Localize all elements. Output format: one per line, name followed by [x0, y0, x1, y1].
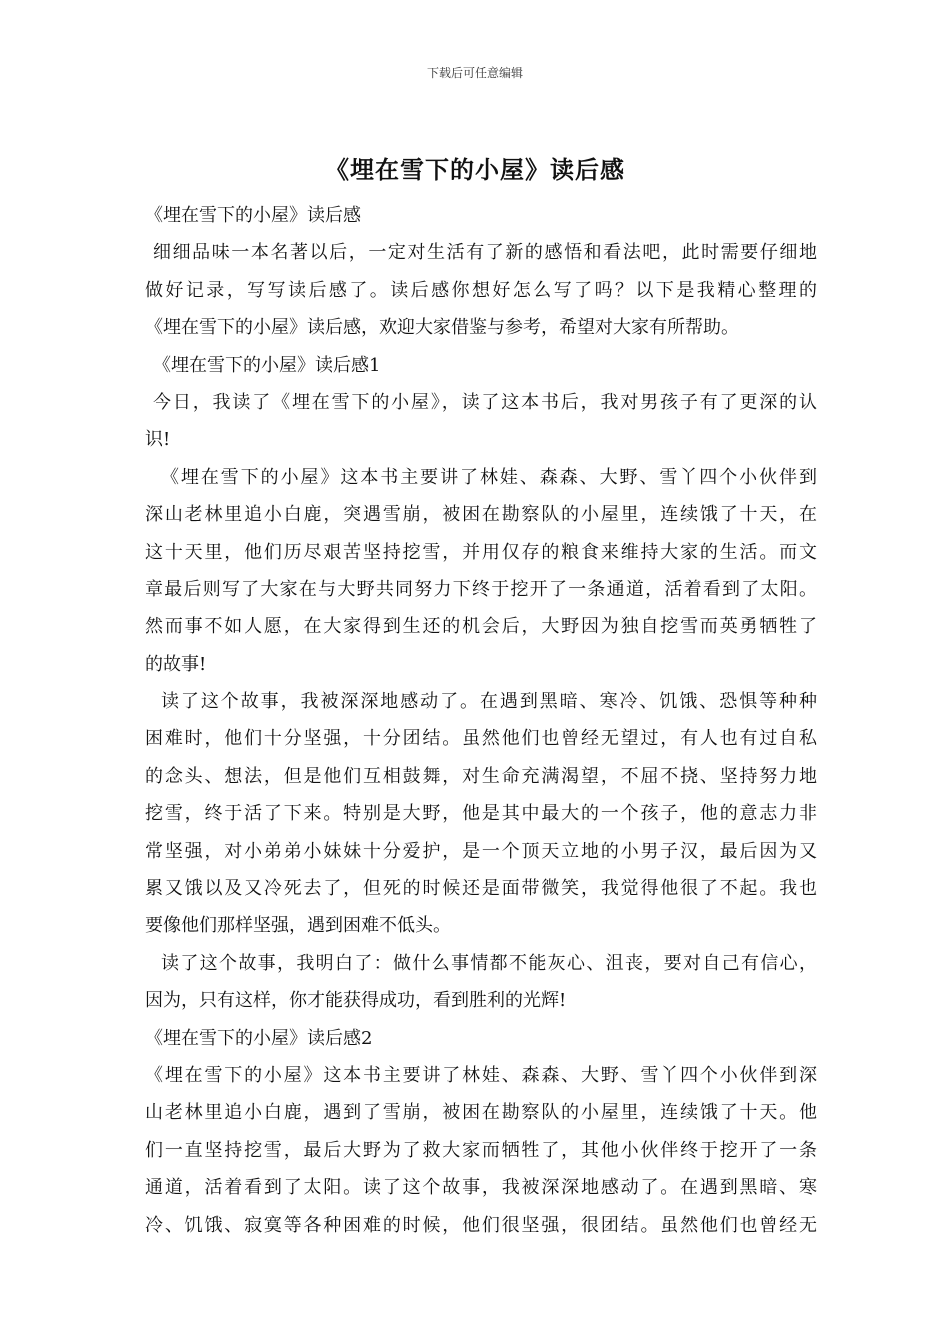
- text-line: 这十天里，他们历尽艰苦坚持挖雪，并用仅存的粮食来维持大家的生活。而文: [145, 541, 817, 563]
- text-line: 要像他们那样坚强，遇到困难不低头。: [145, 915, 451, 937]
- text-line: 做好记录，写写读后感了。读后感你想好怎么写了吗？以下是我精心整理的: [145, 279, 817, 301]
- text-line: 读了这个故事，我明白了：做什么事情都不能灰心、沮丧，要对自己有信心，: [161, 952, 817, 974]
- text-line: 读了这个故事，我被深深地感动了。在遇到黑暗、寒冷、饥饿、恐惧等种种: [161, 691, 817, 713]
- text-line: 常坚强，对小弟弟小妹妹十分爱护，是一个顶天立地的小男子汉，最后因为又: [145, 840, 817, 862]
- document-body: [145, 197, 817, 1244]
- text-line: 累又饿以及又冷死去了，但死的时候还是面带微笑，我觉得他很了不起。我也: [145, 878, 817, 900]
- text-line: 今日，我读了《埋在雪下的小屋》，读了这本书后，我对男孩子有了更深的认: [153, 391, 817, 413]
- text-line: 《埋在雪下的小屋》这本书主要讲了林娃、森森、大野、雪丫四个小伙伴到: [161, 466, 817, 488]
- text-line: 识!: [145, 429, 171, 451]
- text-line: 的故事!: [145, 653, 207, 675]
- text-line: 《埋在雪下的小屋》读后感2: [145, 1027, 373, 1049]
- text-line: 的念头、想法，但是他们互相鼓舞，对生命充满渴望，不屈不挠、坚持努力地: [145, 765, 817, 787]
- text-line: 《埋在雪下的小屋》读后感: [145, 205, 361, 226]
- text-line: 然而事不如人愿，在大家得到生还的机会后，大野因为独自挖雪而英勇牺牲了: [145, 616, 817, 638]
- text-line: 《埋在雪下的小屋》读后感，欢迎大家借鉴与参考，希望对大家有所帮助。: [145, 317, 739, 339]
- text-line: 们一直坚持挖雪，最后大野为了救大家而牺牲了，其他小伙伴终于挖开了一条: [145, 1139, 817, 1161]
- header-note: 下载后可任意编辑: [426, 66, 523, 80]
- text-line: 深山老林里追小白鹿，突遇雪崩，被困在勘察队的小屋里，连续饿了十天，在: [145, 504, 817, 526]
- text-line: 《埋在雪下的小屋》读后感1: [153, 354, 381, 376]
- text-line: 冷、饥饿、寂寞等各种困难的时候，他们很坚强，很团结。虽然他们也曾经无: [145, 1214, 817, 1236]
- text-line: 山老林里追小白鹿，遇到了雪崩，被困在勘察队的小屋里，连续饿了十天。他: [145, 1102, 817, 1124]
- text-line: 通道，活着看到了太阳。读了这个故事，我被深深地感动了。在遇到黑暗、寒: [145, 1177, 817, 1199]
- text-line: 细细品味一本名著以后，一定对生活有了新的感悟和看法吧，此时需要仔细地: [153, 242, 817, 264]
- text-line: 困难时，他们十分坚强，十分团结。虽然他们也曾经无望过，有人也有过自私: [145, 728, 817, 750]
- text-line: 《埋在雪下的小屋》这本书主要讲了林娃、森森、大野、雪丫四个小伙伴到深: [145, 1064, 817, 1086]
- text-line: 章最后则写了大家在与大野共同努力下终于挖开了一条通道，活着看到了太阳。: [145, 578, 817, 600]
- text-line: 因为，只有这样，你才能获得成功，看到胜利的光辉!: [145, 990, 567, 1012]
- document-title: 《埋在雪下的小屋》读后感: [325, 155, 625, 184]
- text-line: 挖雪，终于活了下来。特别是大野，他是其中最大的一个孩子，他的意志力非: [145, 803, 817, 825]
